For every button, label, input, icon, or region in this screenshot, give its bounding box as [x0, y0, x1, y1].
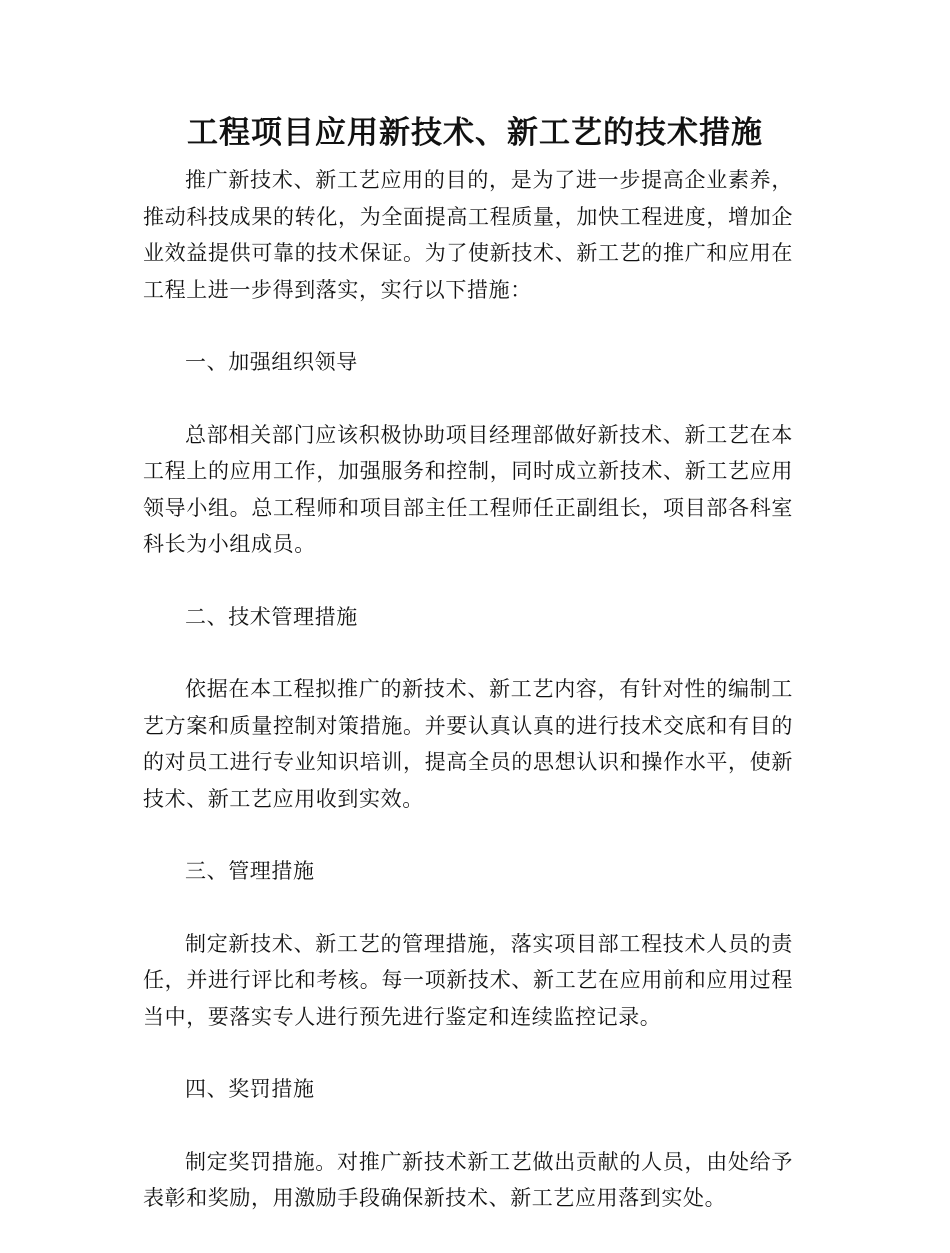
section-paragraph-1: 总部相关部门应该积极协助项目经理部做好新技术、新工艺在本工程上的应用工作，加强服务和控制，同时成立新技术、新工艺应用领导小组。总工程师和项目部主任工程师任正副组长，项目部各科室科长为小组成员。 [143, 422, 793, 556]
intro-paragraph: 推广新技术、新工艺应用的目的，是为了进一步提高企业素养，推动科技成果的转化，为全面提高工程质量，加快工程进度，增加企业效益提供可靠的技术保证。为了使新技术、新工艺的推广和应用在工程上进一步得到落实，实行以下措施： [143, 168, 793, 302]
section-paragraph-4: 制定奖罚措施。对推广新技术新工艺做出贡献的人员，由处给予表彰和奖励，用激励手段确保新技术、新工艺应用落到实处。 [143, 1149, 793, 1210]
section-heading-3: 三、管理措施 [185, 859, 315, 883]
document-body [143, 162, 793, 1253]
section-heading-2: 二、技术管理措施 [185, 604, 358, 629]
section-heading-1: 一、加强组织领导 [185, 350, 358, 374]
document-title: 工程项目应用新技术、新工艺的技术措施 [187, 115, 763, 151]
section-heading-4: 四、奖罚措施 [185, 1077, 315, 1101]
section-paragraph-3: 制定新技术、新工艺的管理措施，落实项目部工程技术人员的责任，并进行评比和考核。每一项新技术、新工艺在应用前和应用过程当中，要落实专人进行预先进行鉴定和连续监控记录。 [143, 931, 793, 1029]
section-paragraph-2: 依据在本工程拟推广的新技术、新工艺内容，有针对性的编制工艺方案和质量控制对策措施。并要认真认真的进行技术交底和有目的的对员工进行专业知识培训，提高全员的思想认识和操作水平，使新技术、新工艺应用收到实效。 [143, 677, 793, 811]
